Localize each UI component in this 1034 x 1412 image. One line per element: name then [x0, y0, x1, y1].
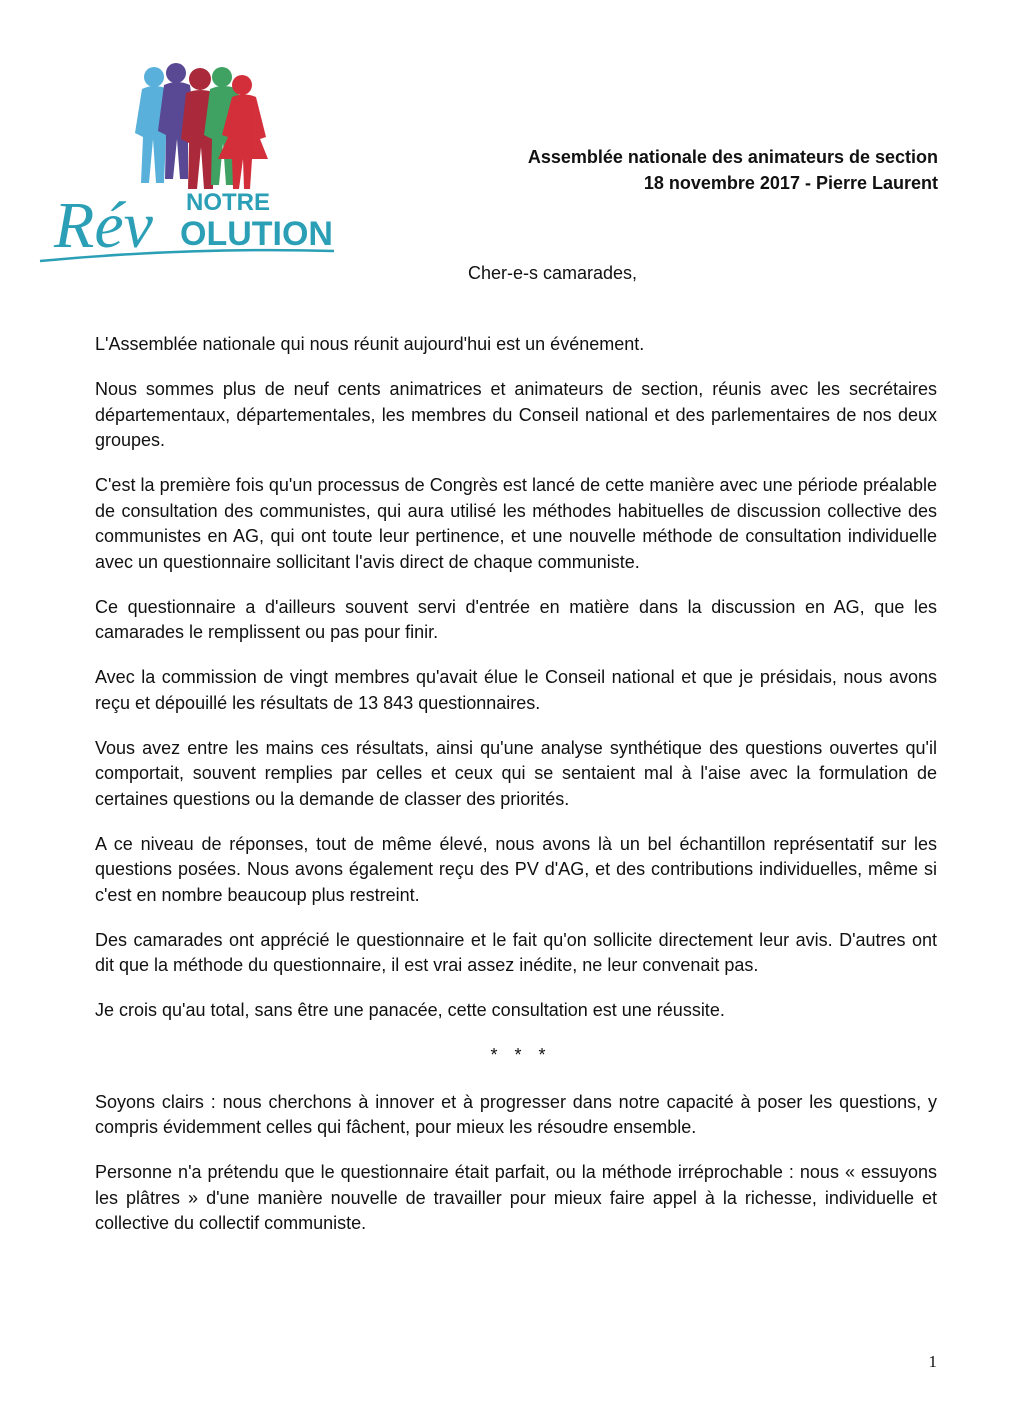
paragraph: Nous sommes plus de neuf cents animatrices et animateurs de section, réunis avec les secrétaires départementaux, départementales, les membres du Conseil national et des parlementaires de nos deux groupes. — [95, 379, 937, 450]
paragraph: Vous avez entre les mains ces résultats, ainsi qu'une analyse synthétique des questions ouvertes qu'il comportait, souvent remplies par celles et ceux qui se sentaient mal à l'aise avec la formulation de certaines questions ou la demande de classer des priorités. — [95, 737, 937, 809]
paragraph: C'est la première fois qu'un processus de Congrès est lancé de cette manière avec une période préalable de consultation des communistes, qui aura utilisé les méthodes habituelles de discussion collective des communistes en AG, qui ont toute leur pertinence, et une nouvelle méthode de consultation individuelle avec un questionnaire sollicitant l'avis direct de chaque communiste. — [95, 475, 937, 572]
paragraph: Je crois qu'au total, sans être une panacée, cette consultation est une réussite. — [95, 1000, 725, 1020]
paragraph: Ce questionnaire a d'ailleurs souvent servi d'entrée en matière dans la discussion en AG, que les camarades le remplissent ou pas pour finir. — [95, 596, 937, 642]
document-header — [528, 144, 938, 196]
greeting: Cher-e-s camarades, — [468, 263, 638, 283]
logo-notre-text: NOTRE — [186, 189, 270, 216]
page-number: 1 — [928, 1352, 937, 1371]
paragraph: Avec la commission de vingt membres qu'avait élue le Conseil national et que je présidais, nous avons reçu et dépouillé les résultats de 13 843 questionnaires. — [95, 667, 937, 713]
people-silhouettes-icon — [135, 63, 268, 189]
logo-rev-text: Rév — [54, 189, 153, 262]
header-event-title: Assemblée nationale des animateurs de section — [527, 147, 938, 167]
notre-revolution-logo — [34, 55, 344, 270]
paragraph: Personne n'a prétendu que le questionnaire était parfait, ou la méthode irréprochable : nous « essuyons les plâtres » d'une manière nouvelle de travailler pour mieux faire appel à la richesse, individuelle et collective du collectif communiste. — [95, 1162, 937, 1233]
paragraph: A ce niveau de réponses, tout de même élevé, nous avons là un bel échantillon représentatif sur les questions posées. Nous avons également reçu des PV d'AG, et des contributions individuelles, même si c'est en nombre beaucoup plus restreint. — [95, 833, 937, 905]
logo-olution-text: OLUTION — [180, 215, 333, 253]
paragraph: Des camarades ont apprécié le questionnaire et le fait qu'on sollicite directement leur avis. D'autres ont dit que la méthode du questionnaire, il est vrai assez inédite, ne leur convenait pas. — [95, 929, 937, 975]
header-date-author: 18 novembre 2017 - Pierre Laurent — [643, 173, 938, 193]
document-body — [95, 332, 937, 1256]
paragraph: L'Assemblée nationale qui nous réunit aujourd'hui est un événement. — [95, 334, 645, 354]
section-separator: * * * — [490, 1045, 552, 1065]
paragraph: Soyons clairs : nous cherchons à innover et à progresser dans notre capacité à poser les questions, y compris évidemment celles qui fâchent, pour mieux les résoudre ensemble. — [95, 1091, 937, 1137]
